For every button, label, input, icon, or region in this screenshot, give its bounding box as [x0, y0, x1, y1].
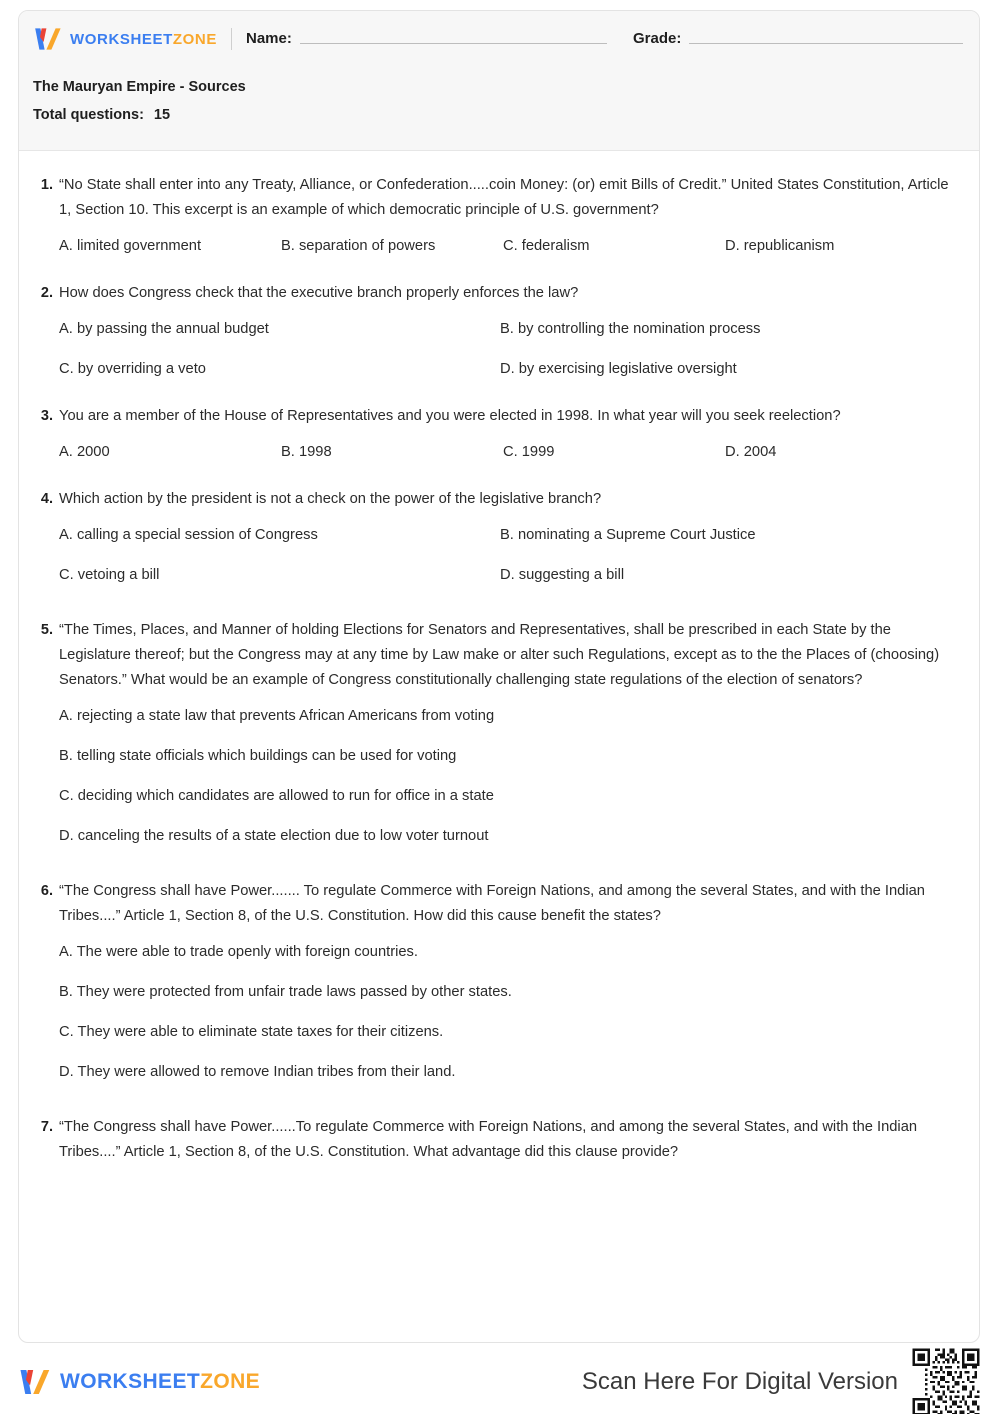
total-questions	[33, 101, 979, 129]
brand-word-zone: ZONE	[172, 30, 217, 48]
question-stem: How does Congress check that the executive branch properly enforces the law?	[59, 285, 579, 301]
footer-brand-wordmark	[60, 1370, 260, 1394]
option-c[interactable]: C. by overriding a veto	[59, 361, 206, 377]
page-footer	[0, 1350, 1000, 1414]
question-stem: “No State shall enter into any Treaty, Alliance, or Confederation.....coin Money: (or) emit Bills of Credit.” United States Constitution, Article 1, Section 10. This excerpt is an example of which democratic principle of U.S. government?	[59, 177, 949, 218]
question-stem: “The Congress shall have Power....... To regulate Commerce with Foreign Nations, and among the several States, and with the Indian Tribes....” Article 1, Section 8, of the U.S. Constitution. How did this cause benefit the states?	[59, 883, 925, 924]
question-stem: Which action by the president is not a check on the power of the legislative branch?	[59, 491, 602, 507]
footer-brand	[18, 1366, 260, 1398]
option-a[interactable]: A. limited government	[59, 238, 202, 254]
question-item	[33, 487, 957, 588]
question-stem: “The Congress shall have Power......To regulate Commerce with Foreign Nations, and among the several States, and with the Indian Tribes....” Article 1, Section 8, of the U.S. Constitution. What advantage did this clause provide?	[59, 1119, 918, 1160]
option-d[interactable]: D. 2004	[725, 444, 777, 460]
option-c[interactable]: C. They were able to eliminate state taxes for their citizens.	[59, 1024, 444, 1040]
option-b[interactable]: B. nominating a Supreme Court Justice	[500, 527, 756, 543]
option-b[interactable]: B. separation of powers	[281, 238, 436, 254]
worksheet-card	[18, 10, 980, 1343]
option-group	[59, 523, 957, 588]
worksheet-zone-logo-icon	[33, 25, 63, 53]
option-d[interactable]: D. by exercising legislative oversight	[500, 361, 737, 377]
questions-list	[19, 151, 979, 1179]
header-divider	[231, 28, 232, 50]
question-number: 7.	[40, 1119, 53, 1135]
option-c[interactable]: C. deciding which candidates are allowed to run for office in a state	[59, 788, 494, 804]
page-title: The Mauryan Empire - Sources	[33, 79, 246, 95]
scan-prompt-text: Scan Here For Digital Version	[581, 1368, 898, 1395]
option-d[interactable]: D. canceling the results of a state election due to low voter turnout	[59, 828, 489, 844]
question-number: 6.	[40, 883, 53, 899]
question-item	[33, 879, 957, 1085]
option-a[interactable]: A. 2000	[59, 444, 110, 460]
question-item	[33, 173, 957, 259]
option-b[interactable]: B. They were protected from unfair trade laws passed by other states.	[59, 984, 512, 1000]
question-number: 4.	[40, 491, 53, 507]
brand-word-worksheet: WORKSHEET	[70, 30, 173, 48]
total-questions-label: Total questions:	[33, 107, 144, 123]
worksheet-header	[19, 11, 979, 151]
total-questions-count: 15	[153, 107, 171, 123]
question-number: 2.	[40, 285, 53, 301]
option-d[interactable]: D. suggesting a bill	[500, 567, 625, 583]
option-b[interactable]: B. telling state officials which buildings can be used for voting	[59, 748, 457, 764]
question-number: 3.	[40, 408, 53, 424]
grade-input-line[interactable]	[689, 43, 963, 44]
question-number: 1.	[40, 177, 53, 193]
name-field[interactable]	[246, 30, 607, 48]
question-item	[33, 1115, 957, 1165]
header-identity-row	[19, 11, 979, 67]
question-item	[33, 404, 957, 465]
option-d[interactable]: D. They were allowed to remove Indian tribes from their land.	[59, 1064, 456, 1080]
worksheet-zone-logo-icon	[18, 1366, 52, 1398]
question-item	[33, 281, 957, 382]
option-group	[59, 234, 957, 259]
question-number: 5.	[40, 622, 53, 638]
question-stem: You are a member of the House of Representatives and you were elected in 1998. In what year will you seek reelection?	[59, 408, 841, 424]
option-c[interactable]: C. federalism	[503, 238, 590, 254]
option-c[interactable]: C. 1999	[503, 444, 555, 460]
option-group	[59, 440, 957, 465]
grade-field[interactable]	[633, 30, 963, 48]
option-b[interactable]: B. by controlling the nomination process	[500, 321, 761, 337]
option-c[interactable]: C. vetoing a bill	[59, 567, 160, 583]
footer-brand-word-zone: ZONE	[200, 1370, 261, 1393]
name-input-line[interactable]	[300, 43, 607, 44]
grade-label: Grade:	[633, 30, 682, 47]
qr-code-icon[interactable]	[910, 1346, 982, 1414]
option-d[interactable]: D. republicanism	[725, 238, 835, 254]
brand-wordmark	[70, 31, 217, 48]
option-a[interactable]: A. rejecting a state law that prevents African Americans from voting	[59, 708, 495, 724]
option-group	[59, 704, 957, 849]
option-b[interactable]: B. 1998	[281, 444, 332, 460]
option-a[interactable]: A. The were able to trade openly with foreign countries.	[59, 944, 418, 960]
question-item	[33, 618, 957, 849]
option-group	[59, 940, 957, 1085]
name-label: Name:	[245, 30, 292, 47]
option-a[interactable]: A. calling a special session of Congress	[59, 527, 318, 543]
option-group	[59, 317, 957, 382]
option-a[interactable]: A. by passing the annual budget	[59, 321, 269, 337]
question-stem: “The Times, Places, and Manner of holding Elections for Senators and Representatives, shall be prescribed in each State by the Legislature thereof; but the Congress may at any time by Law make or alter such Regulations, except as to the the Places of (choosing) Senators.” What would be an example of Congress constitutionally challenging state regulations of the election of senators?	[59, 622, 940, 688]
worksheet-meta	[19, 67, 979, 129]
footer-brand-word-worksheet: WORKSHEET	[60, 1370, 201, 1393]
